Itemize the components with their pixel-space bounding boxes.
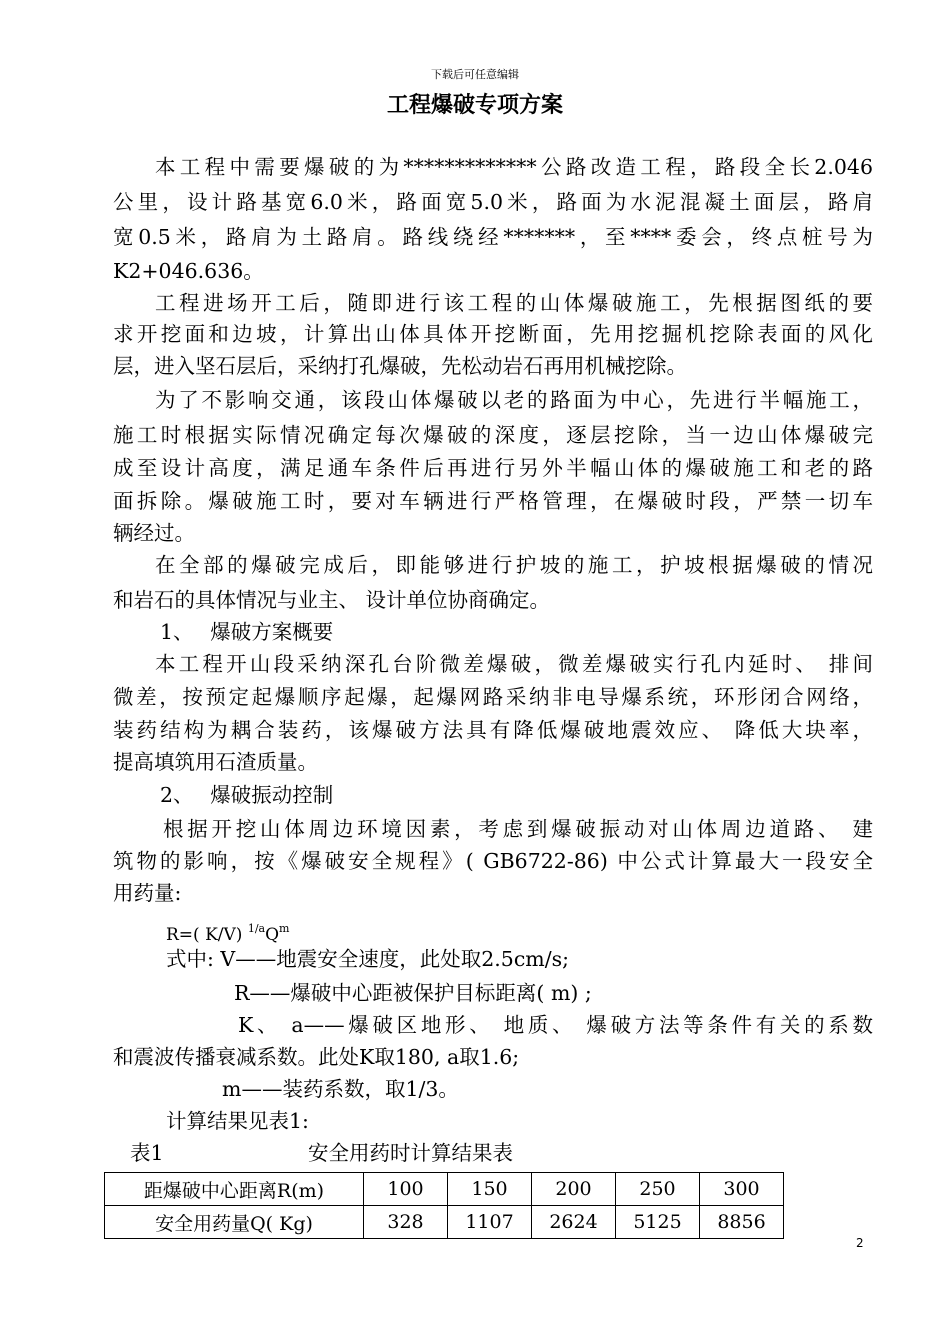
table-cell: 2624 [532, 1206, 616, 1239]
table-row-header: 安全用药量Q( Kg) [105, 1206, 364, 1239]
definition-line: 计算结果见表1: [166, 1109, 309, 1133]
paragraph-line: 本工程开山段采纳深孔台阶微差爆破，微差爆破实行孔内延时、 排间 [155, 652, 873, 676]
table-cell: 5125 [616, 1206, 700, 1239]
table-cell: 328 [364, 1206, 448, 1239]
table-cell: 250 [616, 1173, 700, 1206]
page-number: 2 [856, 1236, 864, 1250]
formula [166, 914, 466, 944]
paragraph-line: 面拆除。爆破施工时，要对车辆进行严格管理，在爆破时段，严禁一切车 [113, 489, 873, 513]
paragraph-line: 为了不影响交通，该段山体爆破以老的路面为中心，先进行半幅施工， [155, 388, 873, 412]
paragraph-line: 装药结构为耦合装药，该爆破方法具有降低爆破地震效应、 降低大块率， [113, 718, 873, 742]
result-table [104, 1172, 784, 1239]
section-heading: 2、 爆破振动控制 [160, 783, 334, 807]
paragraph-line: 微差，按预定起爆顺序起爆，起爆网路采纳非电导爆系统，环形闭合网络， [113, 685, 873, 709]
definition-line: m——装药系数，取1/3。 [222, 1077, 459, 1101]
table-cell: 300 [700, 1173, 784, 1206]
paragraph-line: 成至设计高度，满足通车条件后再进行另外半幅山体的爆破施工和老的路 [113, 456, 873, 480]
definition-line: 和震波传播衰减系数。此处K取180, a取1.6; [113, 1045, 520, 1069]
paragraph-line: 辆经过。 [113, 521, 195, 545]
table-cell: 1107 [448, 1206, 532, 1239]
paragraph-line: 用药量: [113, 881, 182, 905]
paragraph-line: 公里，设计路基宽6.0米，路面宽5.0米，路面为水泥混凝土面层，路肩 [113, 190, 873, 214]
formula-q-exponent: m [279, 922, 290, 935]
header-note: 下载后可任意编辑 [431, 68, 519, 81]
table-row-header: 距爆破中心距离R(m) [105, 1173, 364, 1206]
paragraph-line: 层，进入坚石层后，采纳打孔爆破，先松动岩石再用机械挖除。 [113, 354, 687, 378]
formula-base: R=( K/V) [166, 925, 243, 944]
table-row [105, 1173, 784, 1206]
table-cell: 150 [448, 1173, 532, 1206]
paragraph-line: 筑物的影响，按《爆破安全规程》( GB6722-86) 中公式计算最大一段安全 [113, 849, 873, 873]
paragraph-line: 根据开挖山体周边环境因素，考虑到爆破振动对山体周边道路、 建 [163, 817, 873, 841]
table-cell: 200 [532, 1173, 616, 1206]
table-title: 安全用药时计算结果表 [308, 1141, 513, 1165]
formula-q: Q [265, 925, 280, 944]
table-label: 表1 [130, 1141, 164, 1165]
definition-line: R——爆破中心距被保护目标距离( m) ; [234, 981, 592, 1005]
page-title: 工程爆破专项方案 [386, 93, 563, 118]
paragraph-line: 求开挖面和边坡，计算出山体具体开挖断面，先用挖掘机挖除表面的风化 [113, 322, 873, 346]
paragraph-line: 工程进场开工后，随即进行该工程的山体爆破施工，先根据图纸的要 [155, 291, 873, 315]
table-row [105, 1206, 784, 1239]
paragraph-line: 本工程中需要爆破的为*************公路改造工程，路段全长2.046 [155, 155, 873, 179]
table-cell: 8856 [700, 1206, 784, 1239]
paragraph-line: 施工时根据实际情况确定每次爆破的深度，逐层挖除，当一边山体爆破完 [113, 423, 873, 447]
paragraph-line: 和岩石的具体情况与业主、 设计单位协商确定。 [113, 588, 551, 612]
paragraph-line: 提高填筑用石渣质量。 [113, 750, 318, 774]
table-cell: 100 [364, 1173, 448, 1206]
section-heading: 1、 爆破方案概要 [160, 620, 334, 644]
paragraph-line: 宽0.5米，路肩为土路肩。路线绕经*******，至****委会，终点桩号为 [113, 225, 873, 249]
table-caption [130, 1138, 513, 1168]
paragraph-line: 在全部的爆破完成后，即能够进行护坡的施工，护坡根据爆破的情况 [155, 553, 873, 577]
definition-line: 式中: V——地震安全速度，此处取2.5cm/s; [166, 947, 570, 971]
formula-exponent: 1/a [247, 922, 266, 935]
paragraph-line: K2+046.636。 [113, 259, 264, 283]
definition-line: K、 a——爆破区地形、 地质、 爆破方法等条件有关的系数 [238, 1013, 873, 1037]
